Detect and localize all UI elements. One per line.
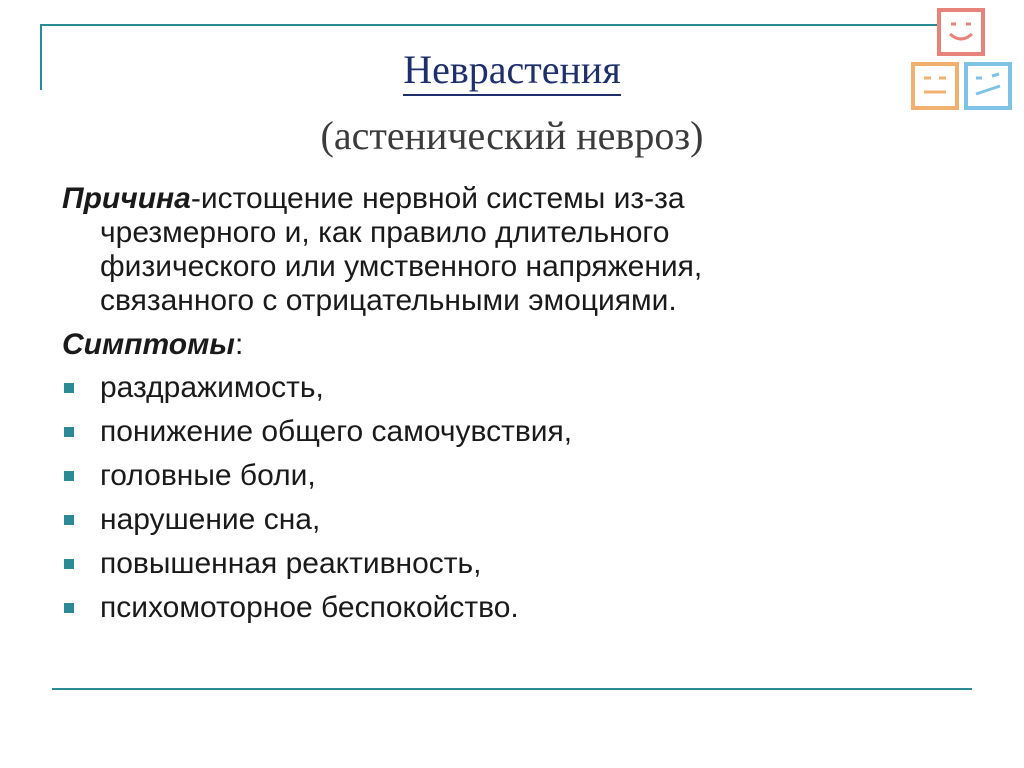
bottom-divider [52, 688, 972, 690]
symptoms-term: Симптомы [62, 328, 235, 361]
list-item [62, 410, 942, 454]
symptom-text: головные боли, [100, 459, 316, 492]
list-item [62, 366, 942, 410]
frame-top-line [40, 24, 940, 26]
list-item [62, 498, 942, 542]
title-subtitle: (астенический невроз) [320, 113, 704, 158]
symptoms-heading [62, 328, 942, 362]
cause-paragraph [62, 182, 942, 318]
square-bullet-icon [64, 427, 74, 437]
list-item [62, 542, 942, 586]
cause-line-1: -истощение нервной системы из-за [190, 182, 685, 215]
cause-term: Причина [62, 182, 191, 215]
list-item [62, 454, 942, 498]
symptom-text: раздражимость, [100, 371, 324, 404]
list-item [62, 586, 942, 630]
square-bullet-icon [64, 471, 74, 481]
cause-line-2: чрезмерного и, как правило длительного [100, 216, 670, 249]
symptom-text: психомоторное беспокойство. [100, 591, 519, 624]
square-bullet-icon [64, 603, 74, 613]
square-bullet-icon [64, 559, 74, 569]
cause-line-4: связанного с отрицательными эмоциями. [100, 284, 677, 317]
symptoms-list [62, 366, 942, 630]
square-bullet-icon [64, 515, 74, 525]
title-main: Неврастения [403, 48, 620, 96]
square-bullet-icon [64, 383, 74, 393]
symptom-text: повышенная реактивность, [100, 547, 482, 580]
symptoms-colon: : [234, 328, 244, 361]
cause-line-3: физического или умственного напряжения, [100, 250, 703, 283]
slide-title [0, 44, 1024, 162]
symptom-text: нарушение сна, [100, 503, 321, 536]
symptom-text: понижение общего самочувствия, [100, 415, 573, 448]
slide-body [62, 182, 942, 630]
